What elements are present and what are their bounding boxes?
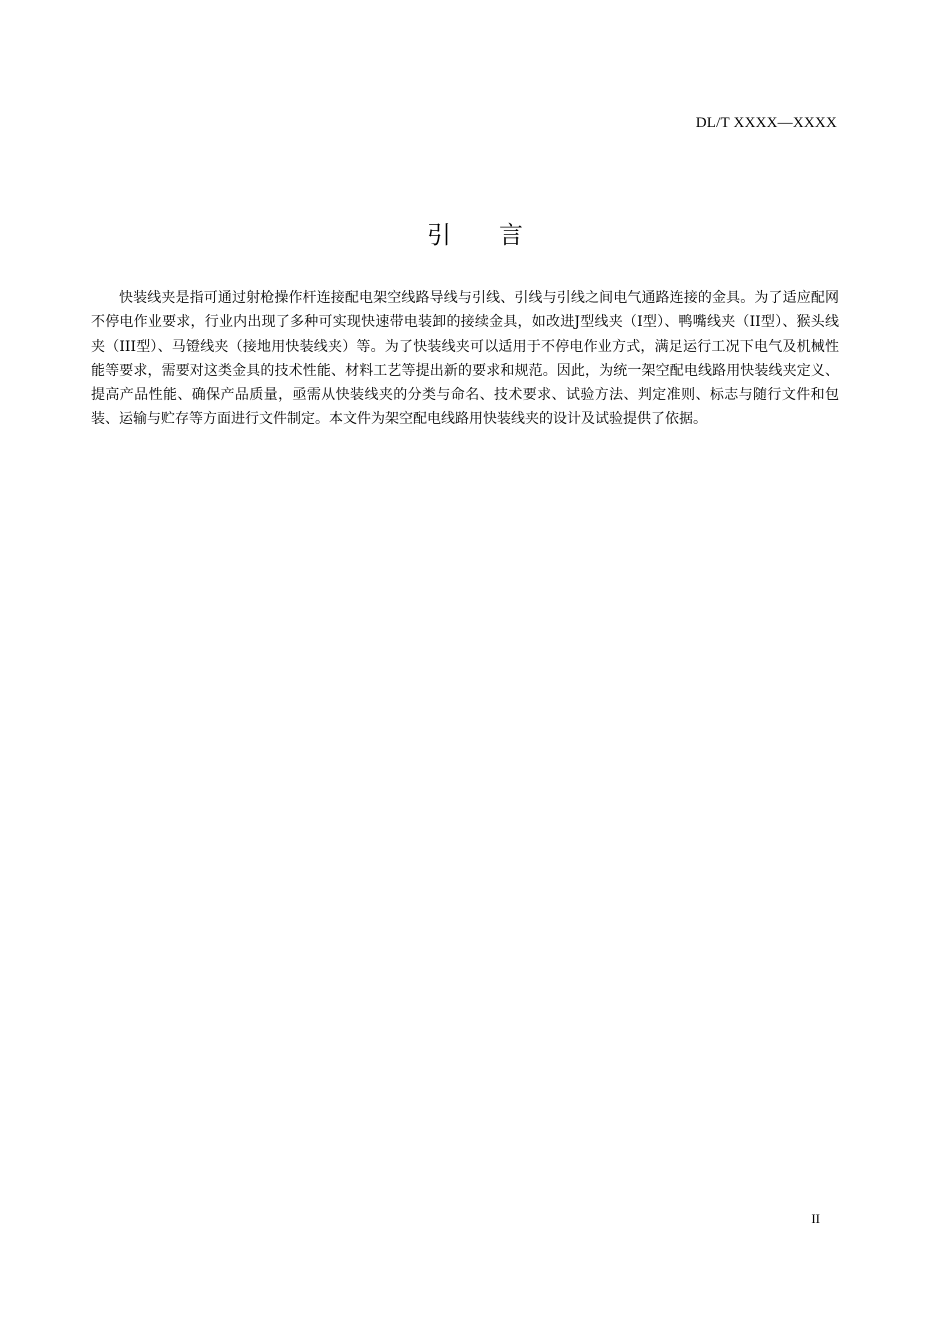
introduction-body [91,286,839,432]
page-number: II [811,1211,820,1226]
introduction-paragraph: 快装线夹是指可通过射枪操作杆连接配电架空线路导线与引线、引线与引线之间电气通路连接的金具。为了适应配网不停电作业要求，行业内出现了多种可实现快速带电装卸的接续金具，如改进J型线夹（I型）、鸭嘴线夹（II型）、猴头线夹（III型）、马镫线夹（接地用快装线夹）等。为了快装线夹可以适用于不停电作业方式，满足运行工况下电气及机械性能等要求，需要对这类金具的技术性能、材料工艺等提出新的要求和规范。因此，为统一架空配电线路用快装线夹定义、提高产品性能、确保产品质量，亟需从快装线夹的分类与命名、技术要求、试验方法、判定准则、标志与随行文件和包装、运输与贮存等方面进行文件制定。本文件为架空配电线路用快装线夹的设计及试验提供了依据。 [91,290,839,428]
title-char-2: 言 [499,221,523,250]
document-code: DL/T XXXX—XXXX [695,115,837,131]
title-char-1: 引 [427,221,451,250]
page-title [0,215,950,255]
